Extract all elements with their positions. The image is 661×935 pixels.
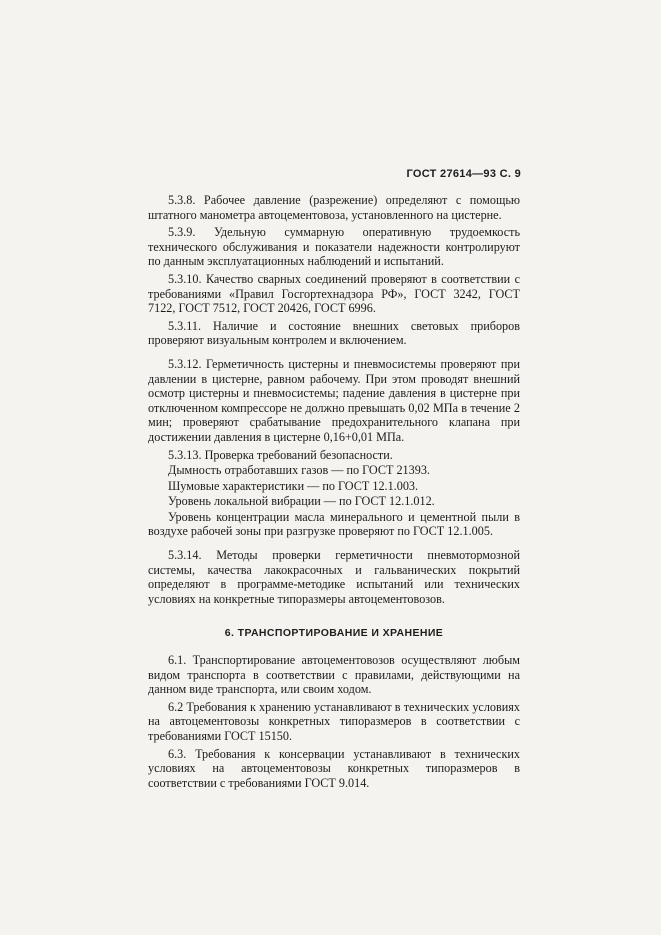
section-6-title: 6. ТРАНСПОРТИРОВАНИЕ И ХРАНЕНИЕ	[224, 627, 444, 640]
paragraph-5-3-14: 5.3.14. Методы проверки герметичности пневмотормозной системы, качества лакокрасочных и гальванических покрытий определяют в программе-методике испытаний или технических условиях на конкретные типоразмеры автоцементовозов.	[148, 548, 520, 606]
page-header: ГОСТ 27614—93 С. 9	[406, 168, 521, 180]
paragraph-5-3-13: 5.3.13. Проверка требований безопасности.	[168, 447, 393, 462]
paragraph-6-2: 6.2 Требования к хранению устанавливают в технических условиях на автоцементовозы конкретных типоразмеров в соответствии с требованиями ГОСТ 15150.	[148, 699, 520, 743]
paragraph-dust: Уровень концентрации масла минерального и цементной пыли в воздухе рабочей зоны при разгрузке проверяют по ГОСТ 12.1.005.	[148, 509, 520, 539]
paragraph-6-1: 6.1. Транспортирование автоцементовозов осуществляют любым видом транспорта в соответствии с правилами, действующими на данном виде транспорта, или своим ходом.	[148, 653, 520, 697]
document-body	[148, 193, 520, 793]
paragraph-5-3-11: 5.3.11. Наличие и состояние внешних световых приборов проверяют визуальным контролем и включением.	[148, 318, 520, 348]
paragraph-6-3: 6.3. Требования к консервации устанавливают в технических условиях на автоцементовозы конкретных типоразмеров в соответствии с требованиями ГОСТ 9.014.	[148, 746, 520, 790]
paragraph-5-3-8: 5.3.8. Рабочее давление (разрежение) определяют с помощью штатного манометра автоцементовоза, установленного на цистерне.	[148, 193, 520, 222]
paragraph-5-3-10: 5.3.10. Качество сварных соединений проверяют в соответствии с требованиями «Правил Госгортехнадзора РФ», ГОСТ 3242, ГОСТ 7122, ГОСТ 7512, ГОСТ 20426, ГОСТ 6996.	[148, 271, 520, 316]
paragraph-5-3-9: 5.3.9. Удельную суммарную оперативную трудоемкость технического обслуживания и показатели надежности контролируют по данным эксплуатационных наблюдений и испытаний.	[148, 225, 520, 269]
paragraph-5-3-12: 5.3.12. Герметичность цистерны и пневмосистемы проверяют при давлении в цистерне, равном рабочему. При этом проводят внешний осмотр цистерны и пневмосистемы; падение давления в цистерне при отключенном компрессоре не должно превышать 0,02 МПа в течение 2 мин; проверяют срабатывание предохранительного клапана при достижении давления в цистерне 0,16+0,01 МПа.	[148, 356, 520, 444]
paragraph-vibration: Уровень локальной вибрации — по ГОСТ 12.1.012.	[168, 494, 435, 509]
paragraph-smoke: Дымность отработавших газов — по ГОСТ 21393.	[168, 463, 430, 478]
paragraph-noise: Шумовые характеристики — по ГОСТ 12.1.003.	[168, 478, 419, 493]
